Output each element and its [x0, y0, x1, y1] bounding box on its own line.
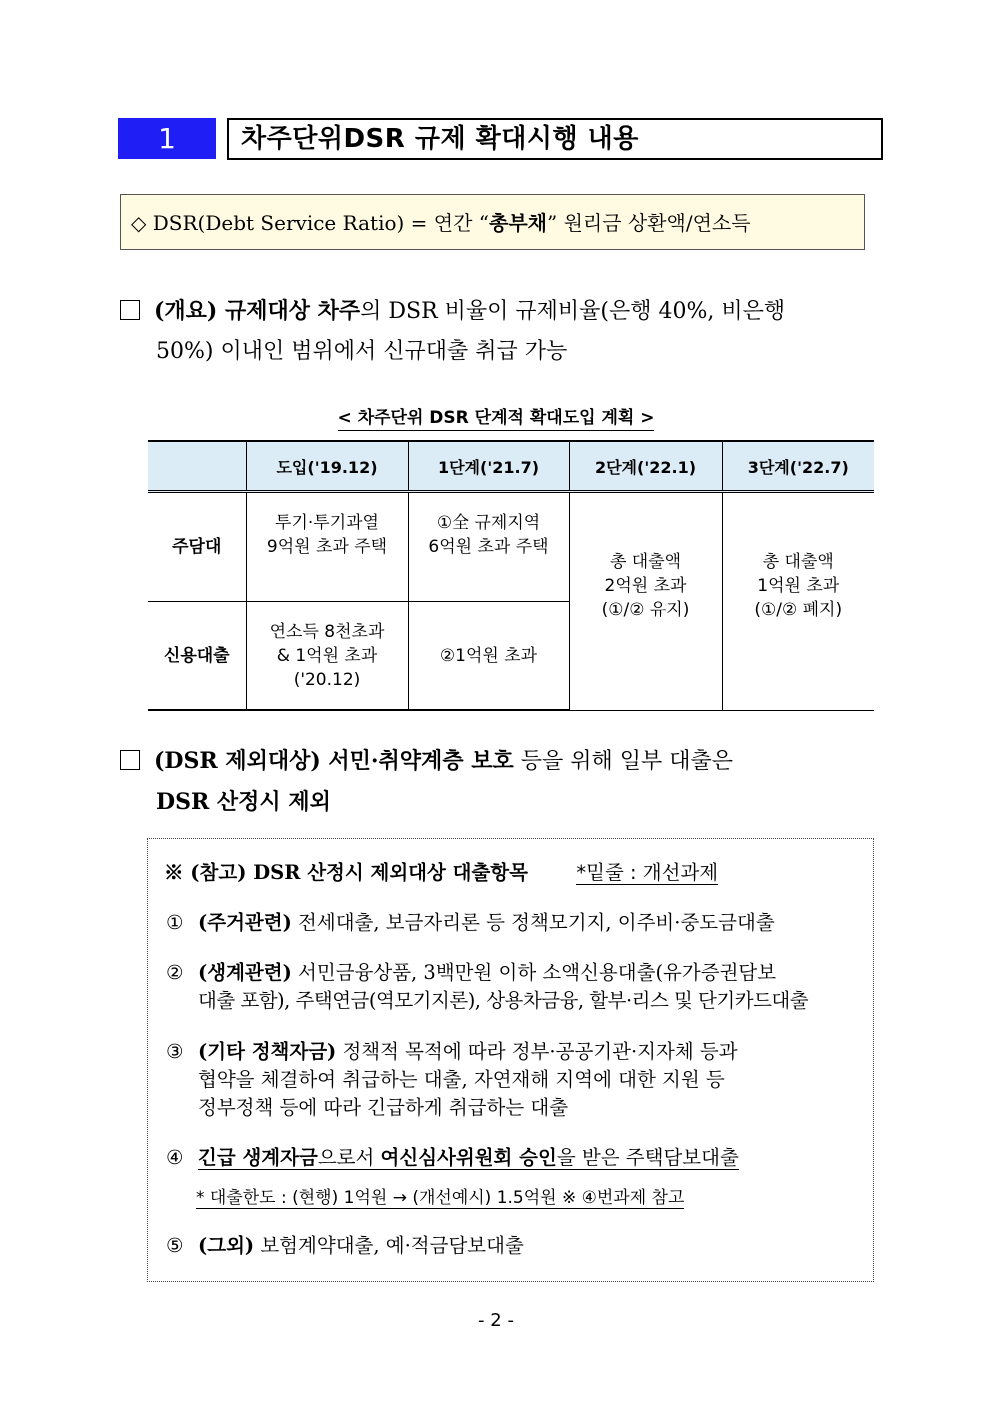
row-label-mortgage: 주담대	[148, 492, 246, 602]
overview-bold: (개요) 규제대상 차주	[154, 298, 361, 324]
table-header-intro: 도입('19.12)	[246, 441, 408, 492]
diamond-icon: ◇	[131, 211, 147, 235]
table-cell: ②1억원 초과	[408, 602, 569, 711]
table-row	[148, 492, 874, 602]
dsr-plan-table	[148, 440, 874, 711]
list-item: ⑤ (그외) 보험계약대출, 예·적금담보대출	[166, 1234, 524, 1257]
table-header-stage1: 1단계('21.7)	[408, 441, 569, 492]
table-caption: < 차주단위 DSR 단계적 확대도입 계획 >	[0, 403, 992, 428]
overview-paragraph	[120, 291, 875, 372]
table-header-empty	[148, 441, 246, 492]
reference-title-line	[164, 859, 864, 887]
table-cell: 투기·투기과열 9억원 초과 주택	[246, 492, 408, 602]
table-header-stage3: 3단계('22.7)	[722, 441, 874, 492]
definition-box	[120, 194, 865, 250]
table-cell-stage2: 총 대출액 2억원 초과 (①/② 유지)	[569, 492, 722, 711]
section-number: 1	[118, 118, 216, 159]
exclusion-text: 등을 위해 일부 대출은	[513, 749, 733, 774]
list-item: ① (주거관련) 전세대출, 보금자리론 등 정책모기지, 이주비·중도금대출	[166, 911, 775, 934]
list-item: ③ (기타 정책자금) 정책적 목적에 따라 정부·공공기관·지자체 등과 협약을 체결하여 취급하는 대출, 자연재해 지역에 대한 지원 등 정부정책 등에 따라 긴급하게 취급하는 대출	[166, 1040, 738, 1119]
table-header-row	[148, 441, 874, 492]
reference-note: *밑줄 : 개선과제	[576, 861, 719, 884]
table-cell-stage3: 총 대출액 1억원 초과 (①/② 폐지)	[722, 492, 874, 711]
reference-box	[147, 838, 874, 1282]
overview-text-2: 50%) 이내인 범위에서 신규대출 취급 가능	[156, 339, 568, 364]
definition-prefix: DSR(Debt Service Ratio) = 연간 “	[152, 211, 490, 235]
sub-note: * 대출한도 : (현행) 1억원 → (개선예시) 1.5억원 ※ ④번과제 참고	[196, 1188, 685, 1208]
section-title: 차주단위DSR 규제 확대시행 내용	[227, 118, 883, 160]
definition-suffix: ” 원리금 상환액/연소득	[547, 211, 751, 235]
table-cell: 연소득 8천초과 & 1억원 초과 ('20.12)	[246, 602, 408, 711]
definition-bold: 총부채	[489, 211, 547, 235]
checkbox-icon	[120, 300, 140, 320]
list-item: ④ 긴급 생계자금으로서 여신심사위원회 승인을 받은 주택담보대출	[166, 1146, 739, 1169]
exclusion-bold-2: DSR 산정시 제외	[156, 789, 331, 815]
page-number: - 2 -	[478, 1310, 514, 1331]
table-cell: ①全 규제지역 6억원 초과 주택	[408, 492, 569, 602]
checkbox-icon	[120, 750, 140, 770]
overview-text-1: 의 DSR 비율이 규제비율(은행 40%, 비은행	[360, 299, 786, 324]
list-item: ② (생계관련) 서민금융상품, 3백만원 이하 소액신용대출(유가증권담보 대출 포함), 주택연금(역모기지론), 상용차금융, 할부·리스 및 단기카드대출	[166, 961, 809, 1012]
table-header-stage2: 2단계('22.1)	[569, 441, 722, 492]
row-label-credit: 신용대출	[148, 602, 246, 711]
exclusion-bold: (DSR 제외대상) 서민·취약계층 보호	[154, 748, 514, 774]
exclusion-paragraph	[120, 741, 875, 823]
reference-title: ※ (참고) DSR 산정시 제외대상 대출항목	[164, 861, 528, 884]
